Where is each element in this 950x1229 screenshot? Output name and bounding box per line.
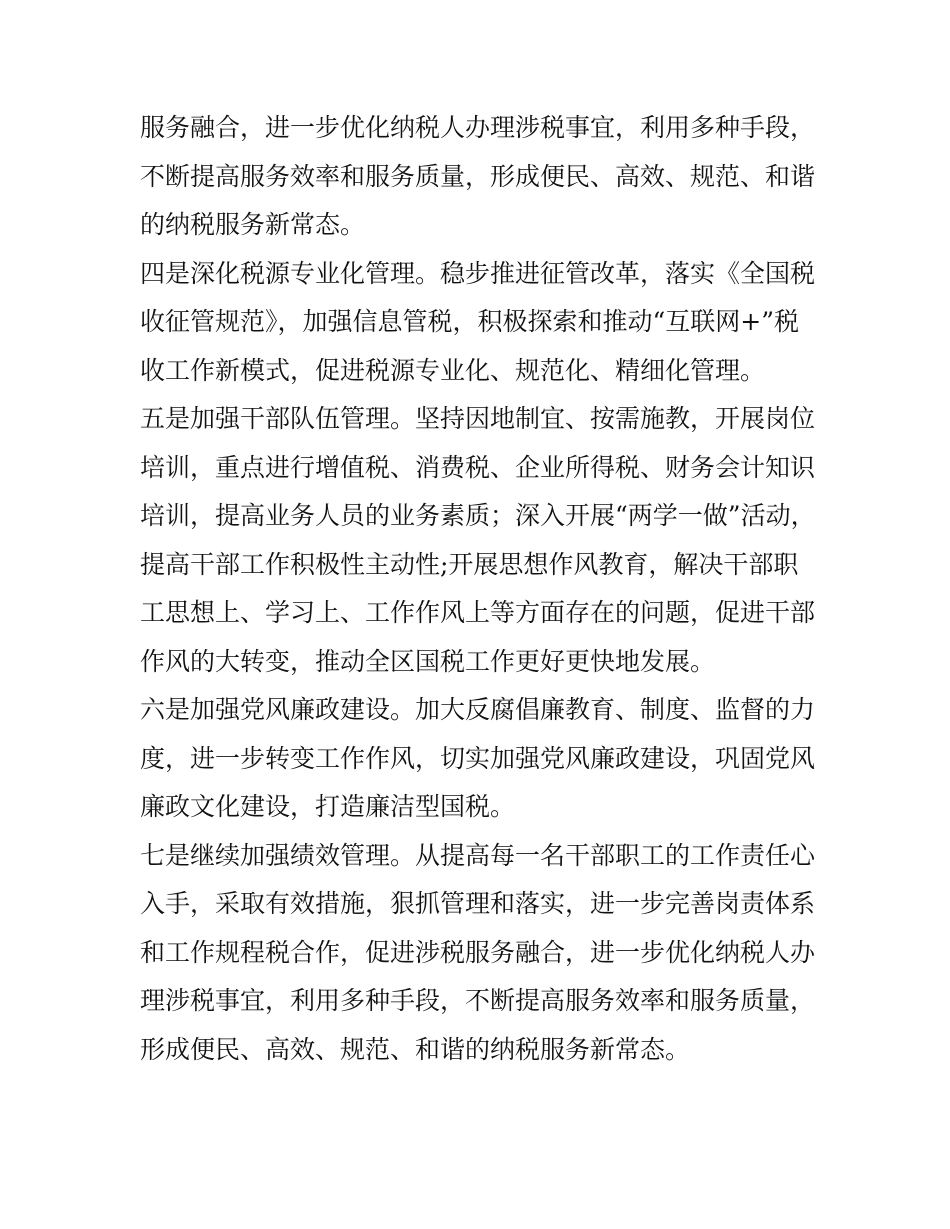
document-body bbox=[140, 104, 820, 1074]
text-line: 度，进一步转变工作作风，切实加强党风廉政建设，巩固党风 bbox=[140, 743, 816, 773]
text-line: 的纳税服务新常态。 bbox=[140, 210, 366, 239]
text-line: 四是深化税源专业化管理。稳步推进征管改革，落实《全国税 bbox=[140, 258, 816, 288]
text-line: 提高干部工作积极性主动性;开展思想作风教育，解决干部职 bbox=[140, 549, 799, 579]
text-line: 形成便民、高效、规范、和谐的纳税服务新常态。 bbox=[140, 1034, 691, 1064]
text-line: 廉政文化建设，打造廉洁型国税。 bbox=[140, 792, 516, 821]
text-line: 六是加强党风廉政建设。加大反腐倡廉教育、制度、监督的力 bbox=[140, 695, 816, 724]
text-line: 服务融合，进一步优化纳税人办理涉税事宜，利用多种手段， bbox=[140, 113, 816, 142]
text-line: 工思想上、学习上、工作作风上等方面存在的问题，促进干部 bbox=[140, 598, 816, 627]
text-line: 收征管规范》，加强信息管税，积极探索和推动“互联网+”税 bbox=[140, 307, 800, 336]
text-line: 五是加强干部队伍管理。坚持因地制宜、按需施教，开展岗位 bbox=[140, 404, 816, 433]
text-line: 和工作规程税合作，促进涉税服务融合，进一步优化纳税人办 bbox=[140, 937, 816, 967]
text-line: 不断提高服务效率和服务质量，形成便民、高效、规范、和谐 bbox=[140, 161, 816, 191]
text-line: 培训，提高业务人员的业务素质；深入开展“两学一做”活动， bbox=[140, 501, 816, 530]
text-line: 理涉税事宜，利用多种手段，不断提高服务效率和服务质量， bbox=[140, 986, 816, 1015]
text-line: 七是继续加强绩效管理。从提高每一名干部职工的工作责任心 bbox=[140, 840, 816, 870]
text-line: 收工作新模式，促进税源专业化、规范化、精细化管理。 bbox=[140, 355, 766, 385]
text-line: 培训，重点进行增值税、消费税、企业所得税、财务会计知识 bbox=[140, 452, 816, 482]
text-line: 作风的大转变，推动全区国税工作更好更快地发展。 bbox=[140, 646, 716, 676]
text-line: 入手，采取有效措施，狠抓管理和落实，进一步完善岗责体系 bbox=[140, 889, 816, 918]
